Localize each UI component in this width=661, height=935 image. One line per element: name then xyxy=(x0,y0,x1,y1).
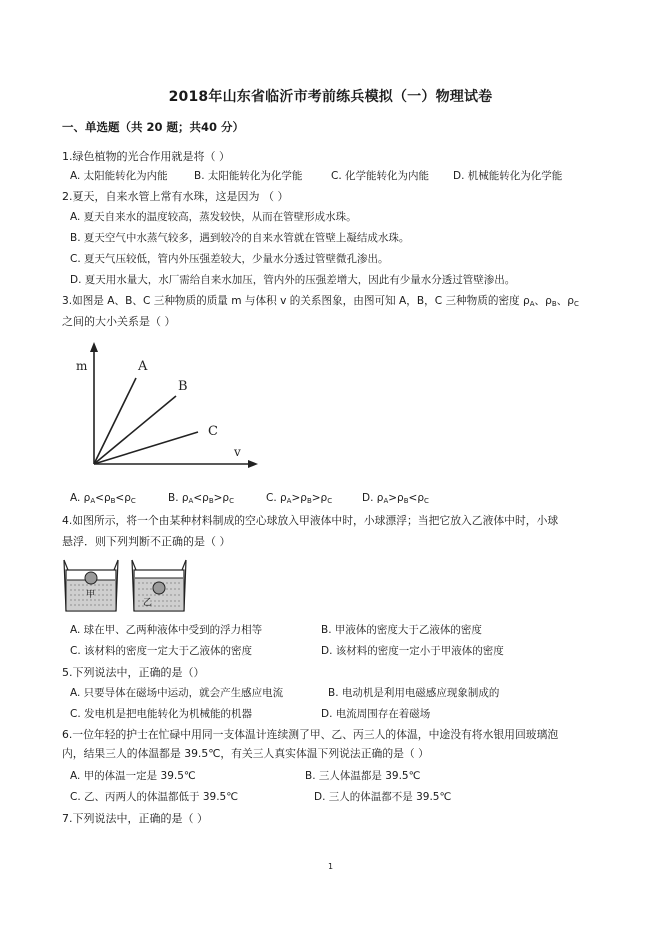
question-4-option-d: D. 该材料的密度一定小于甲液体的密度 xyxy=(321,645,504,657)
question-4-stem-line-1: 4.如图所示，将一个由某种材料制成的空心球放入甲液体中时，小球漂浮；当把它放入乙液体中时，小球 xyxy=(62,514,559,527)
line-a xyxy=(94,378,136,464)
beaker-jia xyxy=(64,560,118,611)
question-6-stem-line-2: 内，结果三人的体温都是 39.5℃，有关三人真实体温下列说法正确的是（ ） xyxy=(62,747,429,760)
question-1-option-b: B. 太阳能转化为化学能 xyxy=(194,170,303,182)
x-axis-label: v xyxy=(234,445,241,459)
question-5-option-b: B. 电动机是利用电磁感应现象制成的 xyxy=(328,687,500,699)
question-3-option-b: B. $\rho_A<\rho_B>\rho_C$ xyxy=(168,492,234,505)
page-title: 2018年山东省临沂市考前练兵模拟（一）物理试卷 xyxy=(168,89,493,105)
line-b xyxy=(94,396,176,464)
question-3-stem-line-1: 3.如图是 A、B、C 三种物质的质量 m 与体积 v 的关系图象，由图可知 A，B，C 三种物质的密度 $\rho_A$、$\rho_B$、$\rho_C$ xyxy=(62,295,579,308)
question-6-stem-line-1: 6.一位年轻的护士在忙碌中用同一支体温计连续测了甲、乙、丙三人的体温，中途没有将水银用回玻璃泡 xyxy=(62,728,559,741)
question-2-stem: 2.夏天，自来水管上常有水珠，这是因为 （ ） xyxy=(62,190,289,203)
mass-volume-graph xyxy=(70,340,260,472)
question-5-option-d: D. 电流周围存在着磁场 xyxy=(321,708,431,720)
question-2-option-c: C. 夏天气压较低，管内外压强差较大，少量水分透过管壁微孔渗出。 xyxy=(70,253,389,265)
line-a-label: A xyxy=(138,359,148,374)
question-5-stem: 5.下列说法中，正确的是（） xyxy=(62,666,205,679)
question-3-option-a: A. $\rho_A<\rho_B<\rho_C$ xyxy=(70,492,136,505)
page-number: 1 xyxy=(327,862,334,871)
question-3-option-c: C. $\rho_A>\rho_B>\rho_C$ xyxy=(266,492,333,505)
question-6-option-c: C. 乙、丙两人的体温都低于 39.5℃ xyxy=(70,791,239,803)
line-c-label: C xyxy=(208,424,218,439)
question-6-option-d: D. 三人的体温都不是 39.5℃ xyxy=(314,791,452,803)
question-7-stem: 7.下列说法中，正确的是（ ） xyxy=(62,812,208,825)
question-1-option-c: C. 化学能转化为内能 xyxy=(331,170,430,182)
question-1-option-d: D. 机械能转化为化学能 xyxy=(453,170,563,182)
line-b-label: B xyxy=(178,379,188,394)
question-4-stem-line-2: 悬浮．则下列判断不正确的是（ ） xyxy=(62,535,231,548)
x-axis-arrow xyxy=(248,460,258,468)
section-heading: 一、单选题（共 20 题；共40 分） xyxy=(62,120,245,134)
beaker-yi xyxy=(132,560,186,611)
question-3-option-d: D. $\rho_A>\rho_B<\rho_C$ xyxy=(362,492,429,505)
question-6-option-b: B. 三人体温都是 39.5℃ xyxy=(305,770,421,782)
line-c xyxy=(94,432,198,464)
y-axis-label: m xyxy=(76,359,88,373)
question-4-option-c: C. 该材料的密度一定大于乙液体的密度 xyxy=(70,645,253,657)
question-3-stem-line-2: 之间的大小关系是（ ） xyxy=(62,315,176,328)
question-4-option-a: A. 球在甲、乙两种液体中受到的浮力相等 xyxy=(70,624,263,636)
question-5-option-a: A. 只要导体在磁场中运动，就会产生感应电流 xyxy=(70,687,284,699)
question-2-option-b: B. 夏天空气中水蒸气较多，遇到较冷的自来水管就在管壁上凝结成水珠。 xyxy=(70,232,410,244)
question-1-stem: 1.绿色植物的光合作用就是将（ ） xyxy=(62,150,230,163)
y-axis-arrow xyxy=(90,342,98,352)
beaker-yi-label: 乙 xyxy=(143,598,153,608)
question-1-option-a: A. 太阳能转化为内能 xyxy=(70,170,168,182)
question-2-option-d: D. 夏天用水量大，水厂需给自来水加压，管内外的压强差增大，因此有少量水分透过管壁渗出。 xyxy=(70,274,516,286)
question-2-option-a: A. 夏天自来水的温度较高，蒸发较快，从而在管壁形成水珠。 xyxy=(70,211,357,223)
beakers-figure xyxy=(62,556,192,614)
question-5-option-c: C. 发电机是把电能转化为机械能的机器 xyxy=(70,708,253,720)
beaker-jia-label: 甲 xyxy=(86,590,96,600)
question-4-option-b: B. 甲液体的密度大于乙液体的密度 xyxy=(321,624,482,636)
question-6-option-a: A. 甲的体温一定是 39.5℃ xyxy=(70,770,196,782)
